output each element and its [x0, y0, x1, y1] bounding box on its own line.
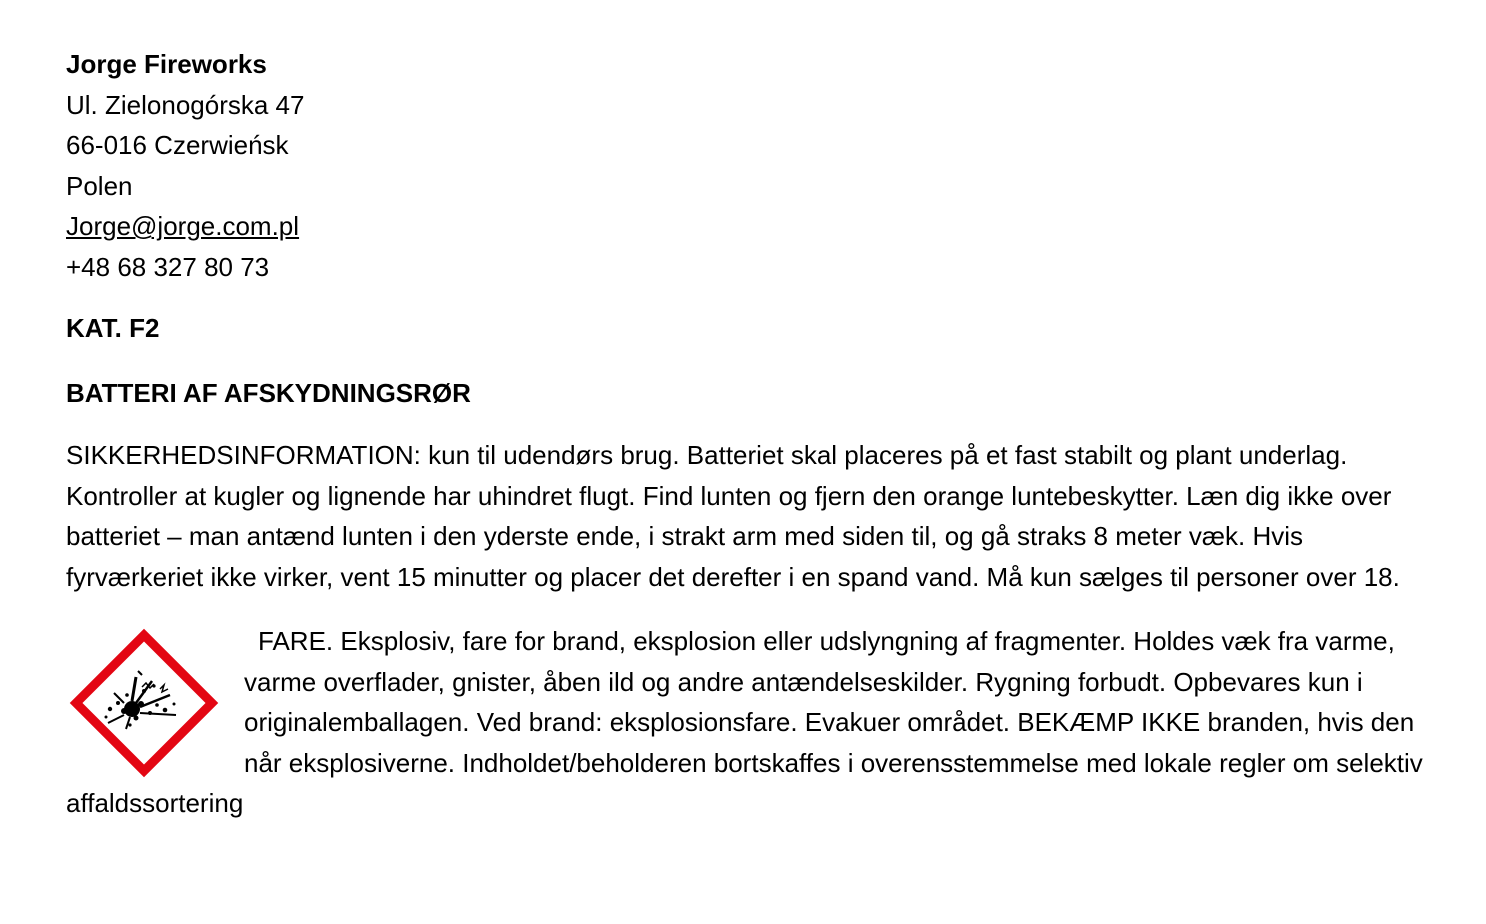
safety-information: SIKKERHEDSINFORMATION: kun til udendørs brug. Batteriet skal placeres på et fast stabilt og plant underlag. Kontroller at kugler og lignende har uhindret flugt. Find lunten og fjern den orange luntebeskytter. Læn dig ikke over batteriet – man antænd lunten i den yderste ende, i strakt arm med siden til, og gå straks 8 meter væk. Hvis fyrværkeriet ikke virker, vent 15 minutter og placer det derefter i en spand vand. Må kun sælges til personer over 18. [66, 440, 1400, 592]
company-name: Jorge Fireworks [66, 49, 267, 79]
category-label: KAT. F2 [66, 313, 160, 343]
address-street: Ul. Zielonogórska 47 [66, 89, 305, 120]
hazard-statement-text: FARE. Eksplosiv, fare for brand, eksplosion eller udslyngning af fragmenter. Holdes væk fra varme, varme overflader, gnister, åben ild og andre antændelseskilder. Rygning forbudt. Opbevares kun i originalemballagen. Ved brand: eksplosionsfare. Evakuer området. BEKÆMP IKKE branden, hvis den når eksplosiverne. Indholdet/beholderen bortskaffes i overensstemmelse med lokale regler om selektiv affaldssortering [66, 626, 1423, 818]
phone-number: +48 68 327 80 73 [66, 251, 270, 282]
hazard-statement [66, 621, 1426, 824]
document-page [66, 44, 1426, 824]
email-line [66, 206, 1426, 247]
address-city: 66-016 Czerwieńsk [66, 130, 289, 160]
address-country: Polen [66, 170, 133, 201]
explosive-ghs-icon [66, 621, 222, 781]
email-link[interactable]: Jorge@jorge.com.pl [66, 211, 300, 241]
product-name: BATTERI AF AFSKYDNINGSRØR [66, 377, 471, 408]
hazard-statement-block [66, 621, 1426, 824]
